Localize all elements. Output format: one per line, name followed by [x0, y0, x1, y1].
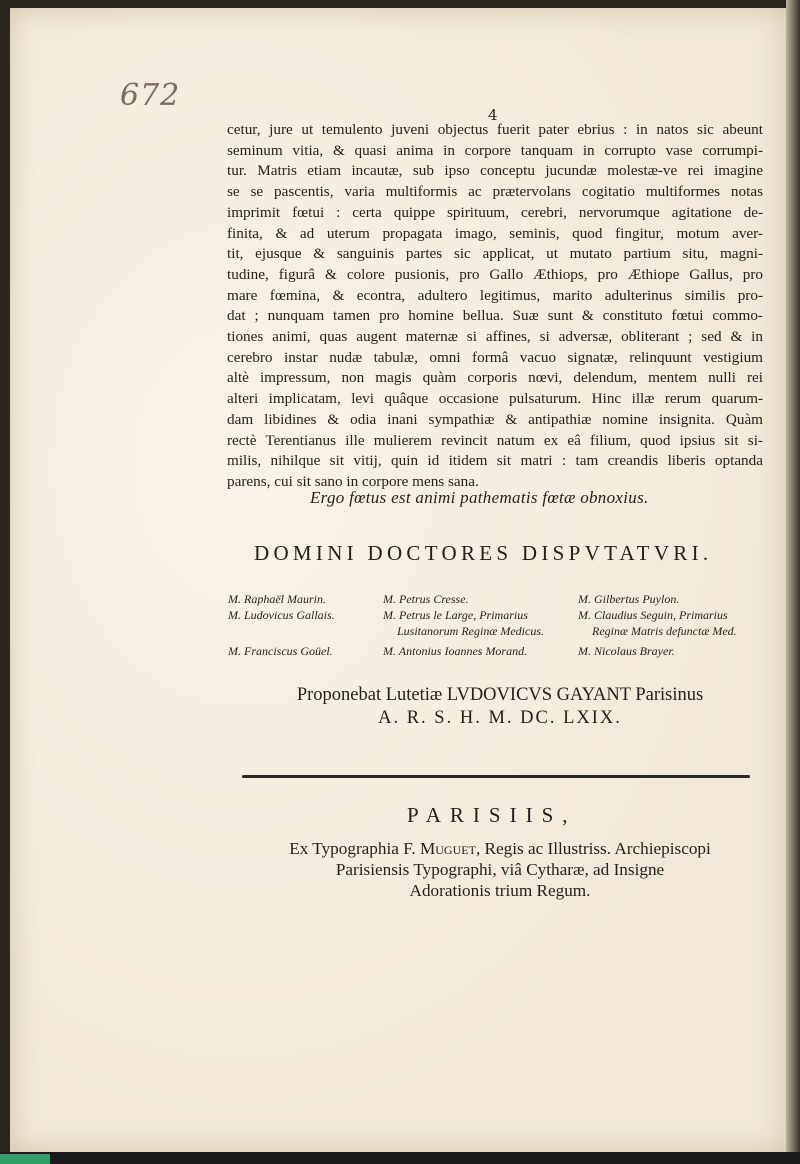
- imprint-line: Adorationis trium Regum.: [409, 881, 591, 900]
- doctor-name: M. Nicolaus Brayer.: [578, 644, 675, 658]
- imprint-printer: Muguet: [419, 839, 476, 858]
- body-paragraph: [227, 120, 763, 493]
- text-line: altè impressum, non magis quàm corporis nœvi, delendum, mentem nulli rei: [227, 369, 763, 387]
- text-line: mare fœmina, & econtra, adultero legitimus, marito adulterinus similis pro-: [227, 286, 763, 304]
- text-line: alteri implicatam, levi quâque occasione pulsaturum. Hinc illæ rerum quarum-: [227, 390, 763, 408]
- margin-annotation: 672: [120, 78, 181, 113]
- proponebat-date: A. R. S. H. M. DC. LXIX.: [378, 708, 622, 728]
- book-page: [10, 8, 786, 1152]
- doctors-row: [228, 643, 768, 659]
- doctors-list: [228, 591, 768, 659]
- doctor-name: M. Claudius Seguin, Primarius: [578, 608, 728, 622]
- imprint-suffix: , Regis ac Illustriss. Archiepiscopi: [475, 839, 711, 858]
- text-line: tudine, figurâ & colore pusionis, pro Gallo Æthiops, pro Æthiope Gallus, pro: [227, 265, 763, 283]
- text-line: seminum vitia, & quasi anima in corpore tanquam in corrupto vase corrumpi-: [227, 141, 763, 159]
- doctor-name: M. Antonius Ioannes Morand.: [383, 644, 528, 658]
- doctor-name: M. Raphaël Maurin.: [228, 592, 326, 606]
- doctor-name: M. Petrus le Large, Primarius: [383, 608, 528, 622]
- doctors-row: [228, 607, 768, 623]
- conclusion: Ergo fœtus est animi pathematis fœtæ obnoxius.: [310, 488, 649, 507]
- text-line: milis, nihilque sit vitij, quin id itidem sit matri : tam creandis liberis optanda: [227, 452, 763, 470]
- text-line: finita, & ad uterum propagata imago, seminis, quod fingitur, motum aver-: [227, 224, 763, 242]
- proponebat-block: [230, 684, 770, 730]
- text-line: cerebro instar nudæ tabulæ, omni formâ vacuo signatæ, relinquunt vestigium: [227, 348, 763, 366]
- text-line: dat ; nunquam tamen pro homine bellua. Suæ sunt & constituto fœtui commo-: [227, 307, 763, 325]
- doctors-heading: DOMINI DOCTORES DISPVTATVRI.: [254, 541, 713, 565]
- doctor-name: M. Gilbertus Puylon.: [578, 592, 680, 606]
- text-line: se se pascentis, varia multiformis ac prætervolans cogitatio multiformes notas: [227, 183, 763, 201]
- bottom-edge: [0, 1152, 800, 1164]
- page-number: 4: [488, 106, 498, 124]
- page-edge: [786, 0, 800, 1164]
- divider-rule: [242, 775, 750, 778]
- text-line: parens, cui sit sano in corpore mens sana.: [227, 472, 479, 490]
- imprint-line: [224, 838, 776, 859]
- color-tab: [0, 1154, 50, 1164]
- text-line: tur. Matris etiam incautæ, sub ipso conceptu jucundæ molestæ-ve rei imagine: [227, 162, 763, 180]
- imprint-block: [224, 838, 776, 901]
- imprint-prefix: Ex Typographia F.: [289, 839, 416, 858]
- doctors-row: [228, 591, 768, 607]
- proponebat-line: Proponebat Lutetiæ LVDOVICVS GAYANT Parisinus: [296, 685, 704, 705]
- text-line: tiones animi, quas augent maternæ si affines, si adversæ, obliterant ; sed & in: [227, 328, 763, 346]
- text-line: dam libidines & odia inani sympathiæ & antipathiæ nomine insignita. Quàm: [227, 410, 763, 428]
- imprint-line: Parisiensis Typographi, viâ Cytharæ, ad Insigne: [335, 860, 665, 879]
- text-line: rectè Terentianus ille mulierem revincit natum ex eâ filium, quod ipsius sit si-: [227, 431, 763, 449]
- doctor-name: M. Ludovicus Gallais.: [228, 608, 335, 622]
- text-line: cetur, jure ut temulento juveni objectus fuerit pater ebrius : in natos sic abeunt: [227, 121, 763, 138]
- imprint-city: PARISIIS,: [407, 803, 577, 827]
- doctors-row: [228, 623, 768, 639]
- doctor-name: M. Petrus Cresse.: [383, 592, 469, 606]
- doctor-name: M. Franciscus Goüel.: [228, 644, 333, 658]
- text-line: imprimit fœtui : certa quippe spirituum, cerebri, nervorumque agitatione de-: [227, 203, 763, 221]
- doctor-title: Lusitanorum Reginæ Medicus.: [397, 624, 544, 638]
- doctor-title: Reginæ Matris defunctæ Med.: [592, 624, 737, 638]
- text-line: tit, ejusque & sanguinis partes sic applicat, ut mutato partium situ, magni-: [227, 245, 763, 263]
